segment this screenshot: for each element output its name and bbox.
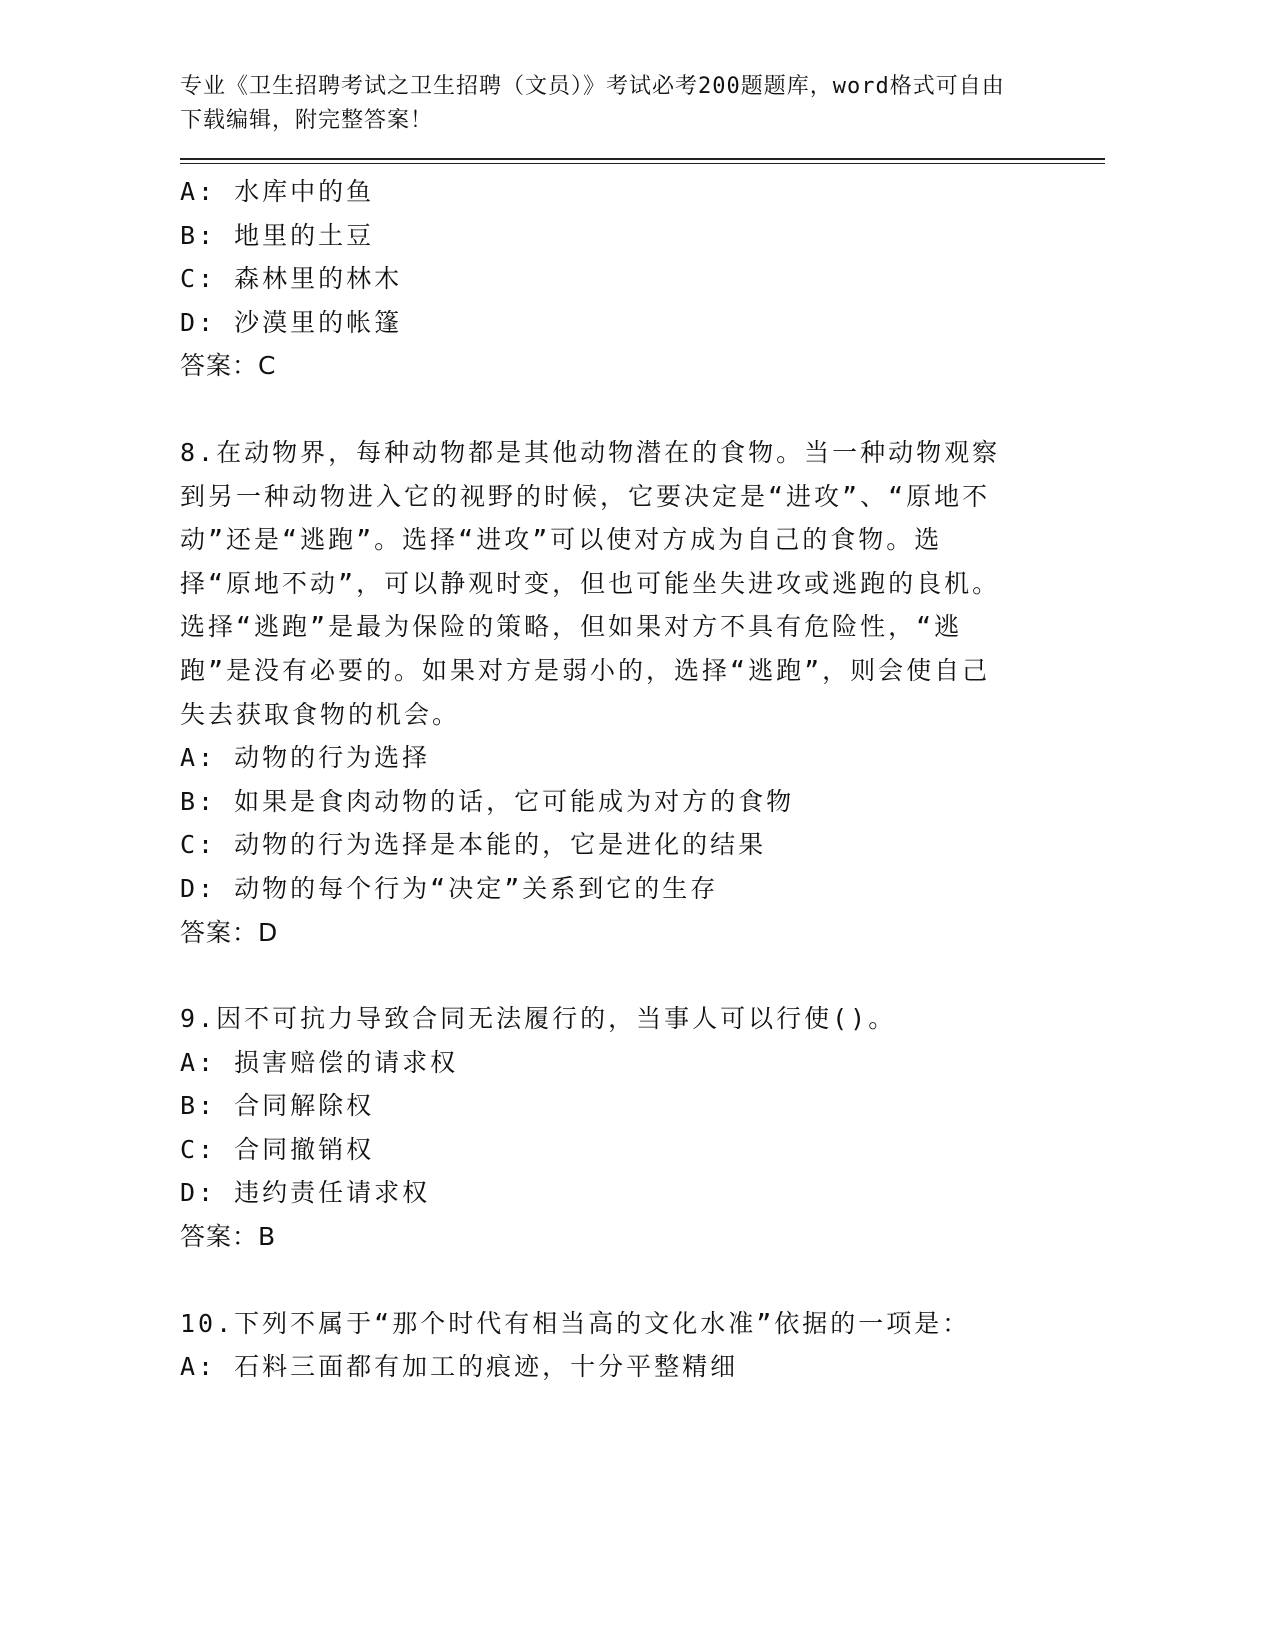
question-stem: 10.下列不属于“那个时代有相当高的文化水准”依据的一项是： <box>180 1308 971 1338</box>
option-a: A: 损害赔偿的请求权 <box>180 1047 459 1077</box>
document-header: 专业《卫生招聘考试之卫生招聘（文员）》考试必考200题题库，word格式可自由下载编辑，附完整答案！ <box>180 74 1005 133</box>
answer-line: 答案：B <box>180 1222 277 1252</box>
option-b: B: 合同解除权 <box>180 1091 375 1121</box>
option-d: D: 违约责任请求权 <box>180 1178 431 1208</box>
option-b: B: 如果是食肉动物的话，它可能成为对方的食物 <box>180 786 795 816</box>
option-a: A: 水库中的鱼 <box>180 177 375 206</box>
question-stem: 8.在动物界，每种动物都是其他动物潜在的食物。当一种动物观察到另一种动物进入它的视野的时候，它要决定是“进攻”、“原地不动”还是“逃跑”。选择“进攻”可以使对方成为自己的食物。选择“原地不动”，可以静观时变，但也可能坐失进攻或逃跑的良机。选择“逃跑”是最为保险的策略，但如果对方不具有危险性，“逃跑”是没有必要的。如果对方是弱小的，选择“逃跑”，则会使自己失去获取食物的机会。 <box>180 437 1001 729</box>
question-block-9 <box>180 997 1105 1259</box>
option-d: D: 沙漠里的帐篷 <box>180 307 403 337</box>
question-block-10 <box>180 1302 1105 1389</box>
option-b: B: 地里的土豆 <box>180 220 375 250</box>
answer-line: 答案：C <box>180 351 277 381</box>
answer-line: 答案：D <box>180 917 279 947</box>
option-c: C: 合同撤销权 <box>180 1134 375 1164</box>
question-block-8 <box>180 431 1105 954</box>
option-a: A: 动物的行为选择 <box>180 743 431 773</box>
question-block-7 <box>180 170 1105 388</box>
option-a: A: 石料三面都有加工的痕迹，十分平整精细 <box>180 1352 739 1382</box>
option-c: C: 森林里的林木 <box>180 264 403 294</box>
option-c: C: 动物的行为选择是本能的，它是进化的结果 <box>180 830 767 860</box>
question-stem: 9.因不可抗力导致合同无法履行的，当事人可以行使()。 <box>180 1004 897 1034</box>
option-d: D: 动物的每个行为“决定”关系到它的生存 <box>180 873 719 903</box>
document-page <box>180 70 1105 1389</box>
header-divider <box>180 158 1105 164</box>
